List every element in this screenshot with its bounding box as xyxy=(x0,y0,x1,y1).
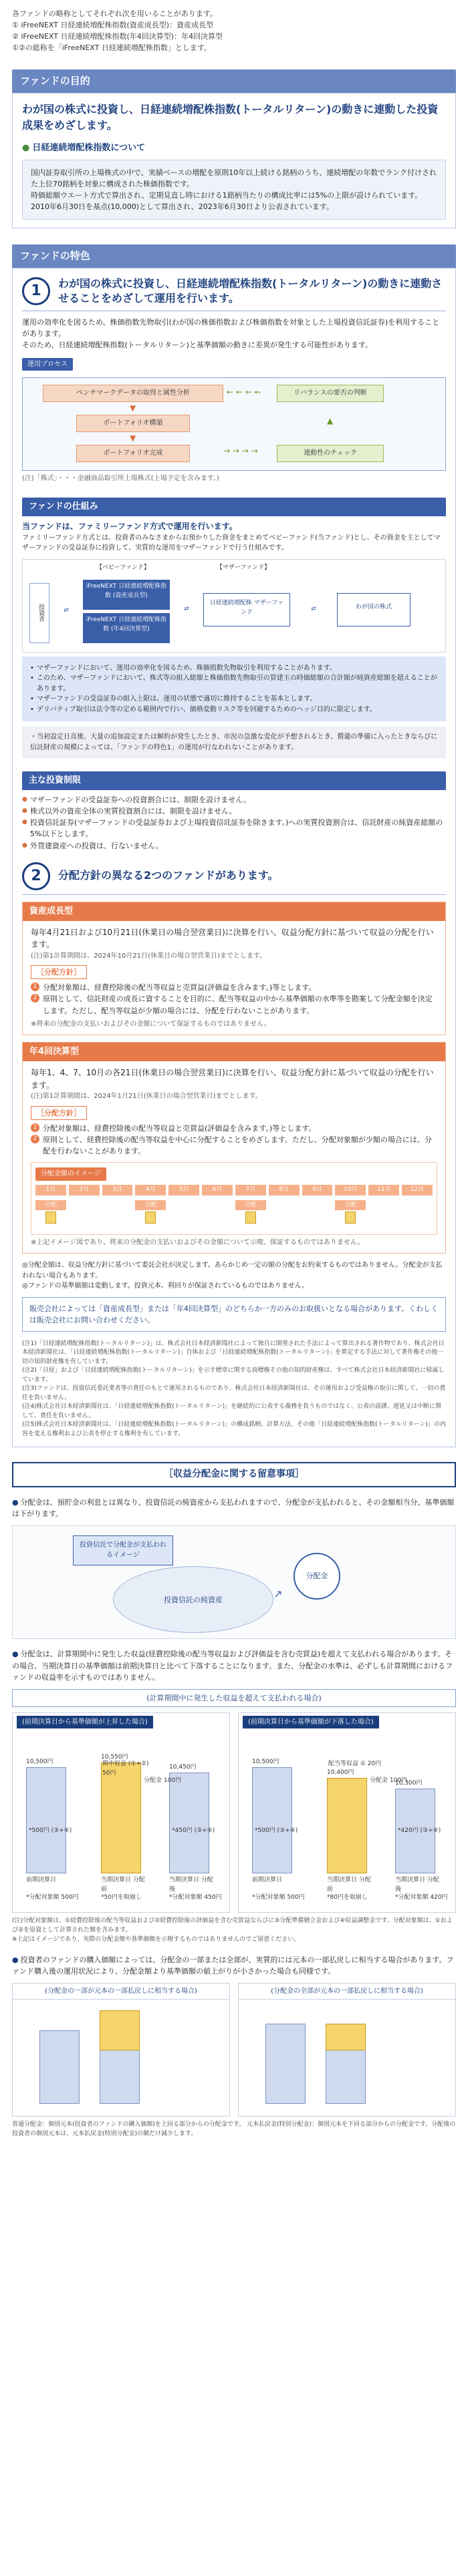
arrow-icon: ▲ xyxy=(327,416,334,426)
diagram-distribution: 分配金 xyxy=(294,1553,340,1600)
growth-body: 毎年4月21日および10月21日(休業日の場合翌営業日)に決算を行い、収益分配方針に基づいて収益の分配を行います。 xyxy=(31,927,434,950)
quarterly-note2: ※上記イメージ図であり、将来の分配金の支払いおよびその金額について示唆、保証するものではありません。 xyxy=(31,1238,364,1246)
scheme-lead: 当ファンドは、ファミリーファンド方式で運用を行います。 xyxy=(22,522,237,532)
chart-annotation: *450円 (③+④) xyxy=(172,1827,215,1834)
policy-item: 2 原則として、信託財産の成長に資することを目的に、配当等収益の中から基準価額の水準等を勘案して分配金額を決定します。ただし、配当等収益が少額の場合には、分配を行わないことがあります。 xyxy=(31,993,437,1016)
quarterly-header: 年4回決算型 xyxy=(23,1043,445,1061)
footnote: (注3)ファンドは、投資信託委託業者等の責任のもとで運用されるものであり、株式会社日本経済新聞社は、その運用および受益権の取引に関して、一切の責任を負いません。 xyxy=(22,1385,446,1401)
quarterly-policy-list xyxy=(31,1123,437,1157)
feature-2-heading xyxy=(22,862,446,895)
features-header: ファンドの特色 xyxy=(12,244,456,268)
category-label: 前期決算日 xyxy=(26,1876,57,1883)
index-body: 時価総額ウエート方式で算出され、定期見直し時における1銘柄当たりの構成比率には5%の上限が設けられています。 xyxy=(31,190,423,200)
intro-line: 各ファンドの略称としてそれぞれ次を用いることがあります。 xyxy=(12,9,217,18)
quarterly-body: 毎年1、4、7、10月の各21日(休業日の場合翌営業日)に決算を行い、収益分配方針に基づいて収益の分配を行います。 xyxy=(31,1068,434,1090)
partial-refund-diagram xyxy=(12,1983,230,2117)
chart-note: (注)分配対象額は、①経費控除後の配当等収益および②経費控除後の評価益を含む売買益ならびに③分配準備積立金および④収益調整金です。分配対象額は、①および②を原資として計算された額を含みます。 xyxy=(12,1917,453,1934)
note-item: • マザーファンドにおいて、運用の効率化を図るため、株価指数先物取引を利用することがあります。 xyxy=(30,663,438,674)
notice-bullet-1: ● 分配金は、預貯金の利息とは異なり、投資信託の純資産から支払われますので、分配金が支払われると、その金額相当分、基準価額は下がります。 xyxy=(12,1497,456,1520)
index-body: 2010年6月30日を基点(10,000)として算出され、2023年6月30日より公表されています。 xyxy=(31,202,334,211)
scheme-header: ファンドの仕組み xyxy=(22,498,446,516)
value-label: 10,400円 xyxy=(327,1769,354,1777)
footnote: (注4)株式会社日本経済新聞社は、「日経連続増配株指数(トータルリターン)」を継続的に公表する義務を負うものではなく、公表の誤謬、遅延又は中断に関して、責任を負いません。 xyxy=(22,1403,441,1419)
month-label: 6月 xyxy=(202,1185,233,1195)
objective-header: ファンドの目的 xyxy=(12,69,456,93)
payout-empty xyxy=(69,1200,100,1230)
policy-item: 1 分配対象額は、経費控除後の配当等収益と売買益(評価益を含みます。)等とします。 xyxy=(31,1123,437,1134)
bottom-label: *分配対象額 500円 xyxy=(252,1893,305,1901)
bar-shape xyxy=(100,2010,140,2050)
process-step: ポートフォリオ完成 xyxy=(76,445,190,462)
category-label: 当期決算日 分配後 xyxy=(169,1876,213,1893)
intro-line: ①②の総称を「iFreeNEXT 日経連続増配株指数」とします。 xyxy=(12,43,211,53)
chart-bar xyxy=(252,1767,292,1873)
payout-empty xyxy=(168,1200,199,1230)
growth-policy-list xyxy=(31,982,437,1016)
chart-bar xyxy=(101,1763,141,1873)
category-label: 当期決算日 分配前 xyxy=(327,1876,371,1893)
note-item: • このため、マザーファンドにおいて、株式等の組入総額と株価指数先物取引の買建玉の時価総額の合計額が純資産総額を超えることがあります。 xyxy=(30,673,438,694)
bar-shape xyxy=(265,2024,306,2104)
feature-title: 分配方針の異なる2つのファンドがあります。 xyxy=(58,869,279,882)
chart-caption: (計算期間中に発生した収益を超えて支払われる場合) xyxy=(12,1689,456,1707)
chart-bar xyxy=(26,1767,66,1873)
payout-row xyxy=(35,1200,433,1230)
payout-marker: 分配 xyxy=(35,1200,66,1230)
category-label: 当期決算日 分配後 xyxy=(395,1876,439,1893)
operation-notice: ・当初設定日直後、大量の追加設定または解約が発生したとき、市況の急激な変化が予想されるとき、償還の準備に入ったときならびに信託財産の規模によっては、「ファンドの特色1」の運用が行なわれないことがあります。 xyxy=(22,727,446,758)
chart-annotation: *500円 (③+④) xyxy=(29,1827,72,1834)
footnote: (注5)株式会社日本経済新聞社は、「日経連続増配株指数(トータルリターン)」の構成銘柄、計算方法、その他「日経連続増配株指数(トータルリターン)」の内容を変える権利および公表を停止する権利を有しています。 xyxy=(22,1421,446,1437)
diagram-caption: 投資信託で分配金が支払われるイメージ xyxy=(73,1535,173,1566)
nav-chart-rise xyxy=(12,1712,230,1913)
chart-title: (前期決算日から基準価額が下落した場合) xyxy=(243,1716,379,1729)
feature-number: 1 xyxy=(22,277,50,305)
payout-marker: 分配 xyxy=(135,1200,166,1230)
payout-image-tag: 分配金額のイメージ xyxy=(35,1167,106,1181)
value-label: 10,500円 xyxy=(26,1759,53,1766)
process-note: (注)「株式」・・・金融商品取引所上場株式(上場予定を含みます。) xyxy=(22,475,219,483)
notice-bullet-3: ● 投資者のファンドの購入価額によっては、分配金の一部または全部が、実質的には元本の一部払戻しに相当する場合があります。ファンド購入後の運用状況により、分配金額より基準価額の値上がりが小さかった場合も同様です。 xyxy=(12,1954,456,1978)
index-description xyxy=(22,160,446,220)
arrow-icon: ⇄ xyxy=(311,605,316,612)
baby-fund-1: iFreeNEXT 日経連続増配株指数 (資産成長型) xyxy=(83,580,170,610)
quarterly-note: (注)第1計算期間は、2024年1月21日(休業日の場合翌営業日)までとします。 xyxy=(31,1093,262,1101)
policy-label: ［分配方針］ xyxy=(31,1106,87,1120)
intro-line: ② iFreeNEXT 日経連続増配株指数(年4回決算型)：年4回決算型 xyxy=(12,32,223,41)
payout-empty xyxy=(402,1200,433,1230)
footnote: (注1)「日経連続増配株指数(トータルリターン)」は、株式会社日本経済新聞社によって独自に開発された手法によって算出される著作物であり、株式会社日本経済新聞社は、「日経連続増配株指数(トータルリターン)」自体および「日経連続増配株指数(トータルリターン)」を算定する手法に対して著作権その他一切の知的財産権を有しています。 xyxy=(22,1340,445,1365)
month-label: 4月 xyxy=(135,1185,166,1195)
diagram-title: (分配金の全部が元本の一部払戻しに相当する場合) xyxy=(239,1984,455,2000)
bottom-label: *分配対象額 450円 xyxy=(169,1893,222,1901)
japan-stocks: わが国の株式 xyxy=(337,593,411,626)
month-label: 3月 xyxy=(102,1185,133,1195)
category-label: 当期決算日 分配前 xyxy=(101,1876,145,1893)
month-label: 1月 xyxy=(35,1185,66,1195)
investor-box: 投資者 xyxy=(29,583,49,643)
month-label: 12月 xyxy=(402,1185,433,1195)
distribution-notice-title: ［収益分配金に関する留意事項］ xyxy=(12,1462,456,1487)
feature-1-body: そのため、日経連続増配株指数(トータルリターン)と基準価額の動きに差異が発生する可能性があります。 xyxy=(22,340,373,349)
arrow-icon: ▼ xyxy=(130,433,136,443)
bottom-label: *80円を取崩し xyxy=(327,1893,368,1901)
month-label: 5月 xyxy=(168,1185,199,1195)
limit-item: ● 投資信託証券(マザーファンドの受益証券および上場投資信託証券を除きます。)への実質投資割合は、信託財産の純資産総額の5%以下とします。 xyxy=(22,817,446,840)
baby-label: 【ベビーファンド】 xyxy=(96,564,150,571)
arrow-icon: ⇄ xyxy=(184,605,189,612)
arrow-icon: ▼ xyxy=(130,403,136,413)
chart-annotation: *420円 (③+④) xyxy=(398,1827,441,1834)
arrow-icon: ← ← ← ← xyxy=(227,387,261,397)
payout-marker: 分配 xyxy=(235,1200,266,1230)
process-step: リバランスの要否の判断 xyxy=(277,385,384,402)
diagram-nav: 投資信託の純資産 xyxy=(113,1566,273,1633)
growth-note: (注)第1計算期間は、2024年10月21日(休業日の場合翌営業日)までとします。 xyxy=(31,952,267,960)
bottom-note: 普通分配金：個別元本(投資者のファンドの購入価額)を上回る部分からの分配金です。 元本払戻金(特別分配金)：個別元本を下回る部分からの分配金です。分配後の投資者の個別元本は、元本払戻金(特別分配金)の額だけ減少します。 xyxy=(12,2121,456,2137)
payout-marker: 分配 xyxy=(335,1200,366,1230)
diagram-title: (分配金の一部が元本の一部払戻しに相当する場合) xyxy=(13,1984,229,2000)
scheme-notes xyxy=(22,657,446,722)
scheme-body: ファミリーファンド方式とは、投資者のみなさまからお預かりした資金をまとめてベビーファンド(当ファンド)とし、その資金を主としてマザーファンドの受益証券に投資して、実質的な運用をマザーファンドで行う仕組みです。 xyxy=(22,534,441,552)
process-step: 連動性のチェック xyxy=(277,445,384,462)
payout-empty xyxy=(269,1200,300,1230)
objective-box xyxy=(12,93,456,228)
bottom-label: *分配対象額 500円 xyxy=(26,1893,79,1901)
chart-annotation: 分配金 100円 xyxy=(144,1777,182,1784)
footnotes xyxy=(22,1340,446,1439)
process-step: ベンチマークデータの取得と属性分析 xyxy=(43,385,223,402)
distribution-diagram xyxy=(12,1525,456,1639)
payout-empty xyxy=(302,1200,333,1230)
note-item: • マザーファンドの受益証券の組入上限は、運用の状態で適切に維持することを基本とします。 xyxy=(30,694,438,705)
after-note: ◎ファンドの基準価額は変動します。投資元本、利回りが保証されているものではありません。 xyxy=(22,1282,309,1290)
objective-lead: わが国の株式に投資し、日経連続増配株指数(トータルリターン)の動きに連動した投資成果をめざします。 xyxy=(22,103,439,132)
process-step: ポートフォリオ構築 xyxy=(76,415,190,432)
bottom-label: *50円を取崩し xyxy=(101,1893,142,1901)
arrow-icon: ⇄ xyxy=(64,606,69,614)
policy-item: 1 分配対象額は、経費控除後の配当等収益と売買益(評価益を含みます。)等とします。 xyxy=(31,982,437,993)
chart-annotation: *500円 (③+④) xyxy=(255,1827,298,1834)
mother-fund: 日経連続増配株 マザーファンド xyxy=(203,593,290,626)
category-label: 前期決算日 xyxy=(252,1876,283,1883)
process-tag: 運用プロセス xyxy=(22,358,73,371)
payout-empty xyxy=(102,1200,133,1230)
feature-1-body: 運用の効率化を図るため、株価指数先物取引(わが国の株価指数および株価指数を対象とした上場投資信託証券)を利用することがあります。 xyxy=(22,317,440,338)
chart-note: ※上記はイメージであり、実際の分配金額や基準価額を示唆するものではありませんのでご留意ください。 xyxy=(12,1936,300,1943)
bottom-label: *分配対象額 420円 xyxy=(395,1893,448,1901)
limit-item: ● マザーファンドの受益証券への投資割合には、制限を設けません。 xyxy=(22,794,446,805)
arrow-icon: → → → → xyxy=(223,446,258,456)
index-body: 国内証券取引所の上場株式の中で、実績ベースの増配を原則10年以上続ける銘柄のうち、連続増配の年数でランク付けされた上位70銘柄を対象に構成された株価指数です。 xyxy=(31,168,437,188)
features-box xyxy=(12,268,456,1447)
month-label: 10月 xyxy=(335,1185,366,1195)
limits-list xyxy=(22,794,446,851)
growth-card xyxy=(22,902,446,1036)
month-label: 7月 xyxy=(235,1185,266,1195)
intro-line: ① iFreeNEXT 日経連続増配株指数(資産成長型)：資産成長型 xyxy=(12,21,214,30)
arrow-icon: ↗ xyxy=(273,1587,283,1600)
bar-shape xyxy=(39,2030,80,2104)
value-label: 10,500円 xyxy=(252,1759,279,1766)
value-label: 10,450円 xyxy=(169,1764,197,1771)
chart-title: (前期決算日から基準価額が上昇した場合) xyxy=(17,1716,153,1729)
limit-item: ● 外貨建資産への投資は、行ないません。 xyxy=(22,840,446,852)
policy-label: ［分配方針］ xyxy=(31,965,87,979)
growth-header: 資産成長型 xyxy=(23,902,445,921)
month-label: 2月 xyxy=(69,1185,100,1195)
after-note: ◎分配金額は、収益分配方針に基づいて委託会社が決定します。あらかじめ一定の額の分配をお約束するものではありません。分配金が支払われない場合もあります。 xyxy=(22,1262,443,1280)
full-refund-diagram xyxy=(238,1983,456,2117)
chart-bar xyxy=(169,1773,209,1873)
feature-title: わが国の株式に投資し、日経連続増配株指数(トータルリターン)の動きに連動させることをめざして運用を行います。 xyxy=(58,277,443,305)
process-flow xyxy=(22,377,446,471)
growth-note2: ※将来の分配金の支払いおよびその金額について保証するものではありません。 xyxy=(31,1020,271,1028)
distributor-notice: 販売会社によっては「資産成長型」または「年4回決算型」のどちらか一方のみのお取扱いとなる場合があります。くわしくは販売会社にお問い合わせください。 xyxy=(22,1297,446,1332)
bar-shape xyxy=(326,2024,366,2050)
principal-diagrams xyxy=(12,1983,456,2117)
nav-chart-fall xyxy=(238,1712,456,1913)
month-label: 8月 xyxy=(269,1185,300,1195)
policy-item: 2 原則として、経費控除後の配当等収益を中心に分配することをめざします。ただし、分配対象額が少額の場合には、分配を行わないことがあります。 xyxy=(31,1134,437,1157)
index-title: ● 日経連続増配株指数について xyxy=(22,142,446,155)
chart-annotation: 期中収益 (①+②) 50円 xyxy=(102,1760,149,1777)
quarterly-card xyxy=(22,1042,446,1254)
chart-annotation: 配当等収益 ① 20円 xyxy=(328,1760,382,1767)
fund-structure-diagram xyxy=(22,559,446,653)
distribution-charts xyxy=(12,1712,456,1913)
feature-number: 2 xyxy=(22,862,50,890)
notice-bullet-2: ● 分配金は、計算期間中に発生した収益(経費控除後の配当等収益および評価益を含む売買益)を超えて支払われる場合があります。その場合、当期決算日の基準価額は前期決算日と比べて下落することになります。また、分配金の水準は、必ずしも計算期間におけるファンドの収益率を示すものではありません。 xyxy=(12,1648,456,1684)
feature-1-heading xyxy=(22,277,446,311)
month-label: 11月 xyxy=(368,1185,399,1195)
footnote: (注2)「日経」および「日経連続増配株指数(トータルリターン)」を示す標章に関する商標権その他の知的財産権は、すべて株式会社日本経済新聞社に帰属しています。 xyxy=(22,1367,445,1383)
mother-label: 【マザーファンド】 xyxy=(216,564,271,571)
limits-header: 主な投資制限 xyxy=(22,771,446,790)
month-label: 9月 xyxy=(302,1185,333,1195)
payout-empty xyxy=(368,1200,399,1230)
baby-fund-2: iFreeNEXT 日経連続増配株指数 (年4回決算型) xyxy=(83,613,170,643)
value-label: 10,300円 xyxy=(395,1780,423,1787)
month-row xyxy=(35,1185,433,1195)
chart-bar xyxy=(327,1778,367,1873)
limit-item: ● 株式以外の資産全体の実質投資割合には、制限を設けません。 xyxy=(22,805,446,817)
intro-notes xyxy=(12,8,456,53)
payout-empty xyxy=(202,1200,233,1230)
chart-annotation: 分配金 100円 xyxy=(370,1777,408,1784)
note-item: • デリバティブ取引は法令等の定める範囲内で行い、価格変動リスク等を回避するためのヘッジ目的に限定します。 xyxy=(30,705,438,715)
value-label: 10,550円 xyxy=(101,1753,128,1761)
payout-image xyxy=(31,1162,437,1234)
